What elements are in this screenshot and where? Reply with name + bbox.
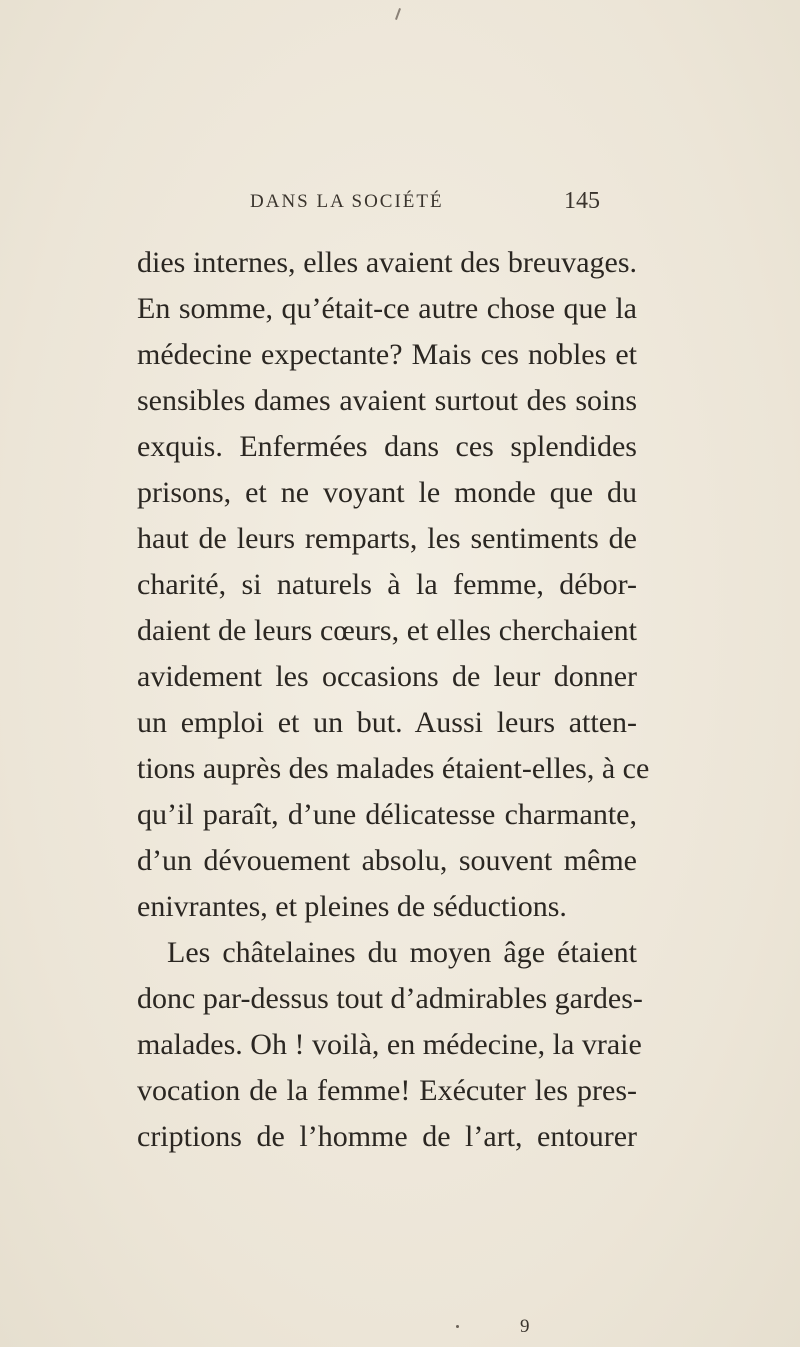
text-line: dies internes, elles avaient des breuvages. [137, 246, 637, 279]
text-line: qu’il paraît, d’une délicatesse charmante, [137, 798, 637, 831]
page-header [250, 188, 600, 223]
running-head: DANS LA SOCIÉTÉ [250, 191, 444, 212]
text-line: exquis. Enfermées dans ces splendides [137, 430, 637, 463]
text-line: avidement les occasions de leur donner [137, 660, 637, 693]
text-line: prisons, et ne voyant le monde que du [137, 476, 637, 509]
text-line: charité, si naturels à la femme, débor- [137, 568, 637, 601]
text-line: criptions de l’homme de l’art, entourer [137, 1120, 637, 1153]
text-line: d’un dévouement absolu, souvent même [137, 844, 637, 877]
text-line: sensibles dames avaient surtout des soins [137, 384, 637, 417]
text-line: Les châtelaines du moyen âge étaient [167, 936, 637, 969]
text-line: médecine expectante? Mais ces nobles et [137, 338, 637, 371]
text-line: donc par-dessus tout d’admirables gardes- [137, 982, 643, 1015]
text-line: malades. Oh ! voilà, en médecine, la vraie [137, 1028, 642, 1061]
text-line: daient de leurs cœurs, et elles cherchaient [137, 614, 637, 647]
signature-mark: 9 [520, 1316, 530, 1337]
ink-dot [456, 1325, 459, 1328]
page-number: 145 [564, 188, 600, 214]
body-text [137, 240, 650, 1160]
text-line: En somme, qu’était-ce autre chose que la [137, 292, 637, 325]
text-line: vocation de la femme! Exécuter les pres- [137, 1074, 637, 1107]
text-line: tions auprès des malades étaient-elles, à ce [137, 752, 650, 785]
text-line: un emploi et un but. Aussi leurs atten- [137, 706, 637, 739]
text-line: haut de leurs remparts, les sentiments de [137, 522, 637, 555]
text-line: enivrantes, et pleines de séductions. [137, 890, 567, 923]
ink-tick-mark [395, 8, 401, 20]
